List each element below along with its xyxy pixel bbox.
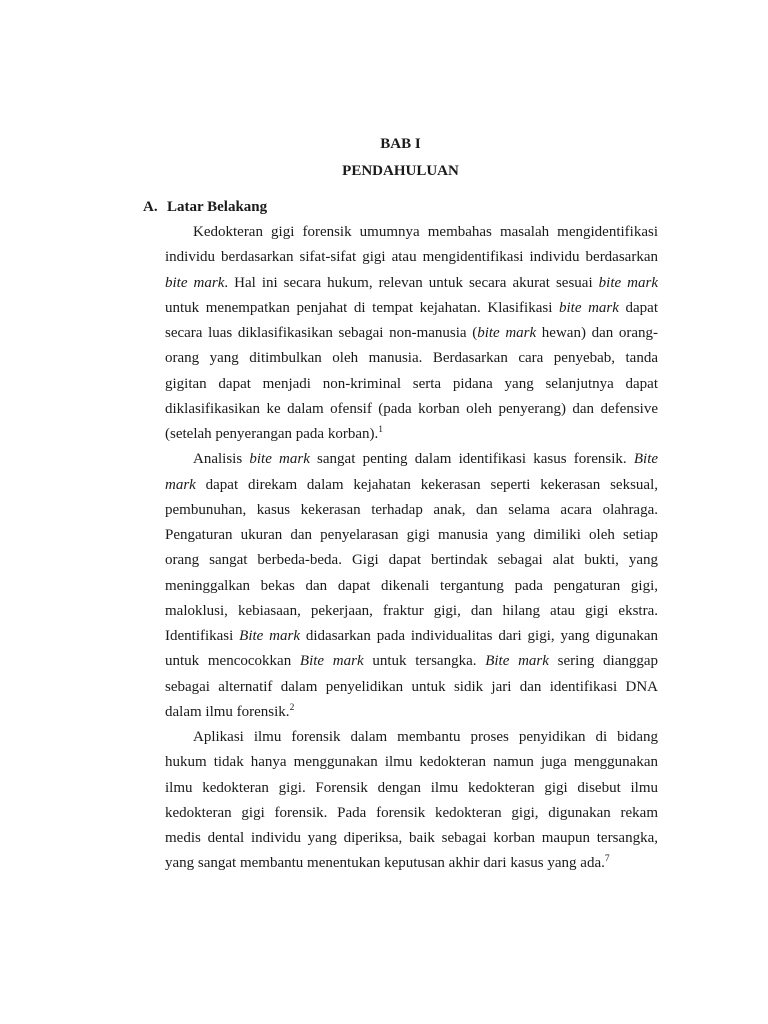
- footnote-ref: 7: [604, 854, 610, 865]
- italic-term: bite mark: [558, 299, 619, 316]
- text-run: untuk menempatkan penjahat di tempat kejahatan. Klasifikasi: [165, 299, 559, 316]
- text-line: [165, 397, 658, 422]
- text-run: hukum tidak hanya menggunakan ilmu kedokteran namun juga menggunakan: [165, 754, 658, 771]
- text-line: [165, 271, 658, 296]
- text-line: [165, 574, 658, 599]
- text-line: [165, 750, 658, 775]
- italic-term: Bite mark: [299, 653, 364, 670]
- text-run: sangat penting dalam identifikasi kasus forensik.: [309, 451, 634, 468]
- chapter-title: PENDAHULUAN: [342, 163, 459, 179]
- footnote-ref: 1: [378, 425, 383, 435]
- footnote-ref: 2: [289, 702, 295, 713]
- text-run: gigitan dapat menjadi non-kriminal serta pidana yang selanjutnya dapat: [165, 375, 658, 392]
- paragraph: [165, 725, 658, 877]
- text-run: individu berdasarkan sifat-sifat gigi atau mengidentifikasi individu berdasarkan: [165, 249, 658, 266]
- text-run: didasarkan pada individualitas dari gigi, yang digunakan: [300, 628, 658, 644]
- text-line: [165, 473, 658, 498]
- text-run: untuk mencocokkan: [165, 653, 300, 670]
- text-line: [165, 675, 658, 700]
- text-line: [165, 801, 658, 826]
- text-line: [165, 624, 658, 649]
- text-run: hewan) dan orang-: [536, 325, 658, 341]
- italic-term: bite mark: [598, 274, 658, 291]
- text-line: [165, 422, 658, 447]
- section-letter: A.: [143, 199, 158, 215]
- text-line: [165, 447, 658, 472]
- text-run: Pengaturan ukuran dan penyelarasan gigi manusia yang dimiliki oleh setiap: [165, 527, 658, 543]
- italic-term: Bite mark: [239, 628, 301, 644]
- text-line: [165, 296, 658, 321]
- text-line: [165, 776, 658, 801]
- text-run: Aplikasi ilmu forensik dalam membantu proses penyidikan di bidang: [193, 729, 658, 745]
- text-run: pembunuhan, kasus kekerasan terhadap anak, dan selama acara olahraga.: [165, 501, 658, 518]
- text-line: [165, 372, 658, 397]
- text-run: sebagai alternatif dalam penyelidikan untuk sidik jari dan identifikasi DNA: [165, 678, 658, 695]
- text-run: ilmu kedokteran gigi. Forensik dengan ilmu kedokteran gigi disebut ilmu: [165, 779, 658, 796]
- text-run: dalam ilmu forensik.: [165, 703, 290, 720]
- text-line: [165, 321, 658, 346]
- text-run: Analisis: [193, 451, 250, 468]
- italic-term: bite mark: [477, 325, 537, 341]
- text-run: Kedokteran gigi forensik umumnya membahas masalah mengidentifikasi: [193, 224, 658, 240]
- text-run: secara luas diklasifikasikan sebagai non-manusia (: [165, 325, 478, 341]
- italic-term: bite mark: [249, 451, 310, 468]
- text-run: kedokteran gigi forensik. Pada forensik kedokteran gigi, digunakan rekam: [165, 804, 658, 821]
- chapter-label: BAB I: [380, 136, 421, 152]
- italic-term: Bite mark: [485, 653, 549, 670]
- text-run: untuk tersangka.: [363, 653, 486, 670]
- section-title: Latar Belakang: [167, 199, 268, 215]
- text-line: [165, 649, 658, 674]
- text-line: [165, 245, 658, 270]
- text-run: (setelah penyerangan pada korban).: [165, 426, 379, 442]
- text-run: meninggalkan bekas dan dapat dikenali tergantung pada pengaturan gigi,: [165, 577, 658, 594]
- text-line: [165, 851, 658, 876]
- italic-term: bite mark: [165, 274, 225, 291]
- text-run: sering dianggap: [548, 653, 658, 670]
- text-run: maloklusi, kebiasaan, pekerjaan, fraktur gigi, dan hilang atau gigi ekstra.: [165, 602, 658, 619]
- italic-term: mark: [165, 476, 196, 493]
- paragraph: [165, 220, 658, 447]
- paragraph: [165, 447, 658, 725]
- body-text: [165, 220, 658, 877]
- text-line: [165, 346, 658, 371]
- italic-term: Bite: [633, 451, 658, 468]
- text-line: [165, 220, 658, 245]
- text-line: [165, 498, 658, 523]
- text-line: [165, 548, 658, 573]
- text-run: orang sangat berbeda-beda. Gigi dapat bertindak sebagai alat bukti, yang: [165, 552, 658, 569]
- text-run: medis dental individu yang diperiksa, baik sebagai korban maupun tersangka,: [165, 830, 658, 846]
- text-line: [165, 523, 658, 548]
- text-run: yang sangat membantu menentukan keputusan akhir dari kasus yang ada.: [165, 855, 605, 872]
- text-run: Identifikasi: [165, 628, 240, 644]
- text-run: dapat direkam dalam kejahatan kekerasan seperti kekerasan seksual,: [195, 476, 658, 493]
- text-line: [165, 599, 658, 624]
- text-line: [165, 700, 658, 725]
- text-run: orang yang ditimbulkan oleh manusia. Berdasarkan cara penyebab, tanda: [165, 350, 658, 367]
- text-line: [165, 826, 658, 851]
- section-heading: [0, 195, 768, 220]
- text-run: . Hal ini secara hukum, relevan untuk secara akurat sesuai: [224, 274, 599, 291]
- text-run: dapat: [618, 299, 658, 316]
- text-line: [165, 725, 658, 750]
- text-run: diklasifikasikan ke dalam ofensif (pada korban oleh penyerang) dan defensive: [165, 400, 658, 417]
